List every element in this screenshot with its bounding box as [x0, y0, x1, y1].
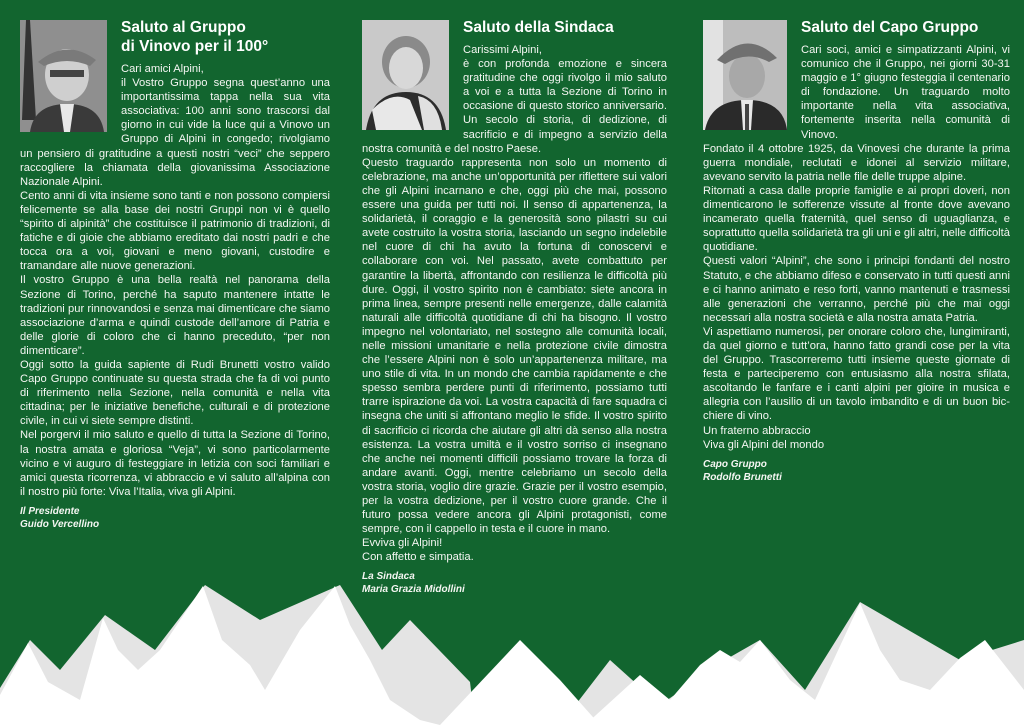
paragraph: Cari soci, amici e simpatizzanti Alpini, vi comunico che il Gruppo, nei giorni 30-31 maggio e 1° giugno festeggia il centenario di fondazione. Un traguardo molto importante nella vita associativa, fortemente inserita nella comunità di Vinovo.	[801, 44, 1010, 141]
portrait-photo-president	[20, 20, 107, 132]
column-group-leader-greeting	[703, 16, 1010, 484]
signature-name: Maria Grazia Midollini	[362, 584, 465, 596]
paragraph: Evviva gli Alpini!	[362, 537, 443, 550]
paragraph: Fondato il 4 ottobre 1925, da Vinovesi che durante la prima guerra mondiale, reclutati e idonei al servizio militare, avevano servito la patria nelle file delle truppe alpine.	[703, 142, 1010, 183]
paragraph: Il vostro Gruppo è una bella realtà nel panorama della Sezione di Torino, perché ha saputo mantenere intatte le tradizioni pur rinnovandosi e senza mai dimenticare che siamo associazione d’arma e quindi custode dell’amore di Patria e delle glorie di coloro che ci hanno preceduto, “per non dimenticare”.	[20, 274, 330, 357]
paragraph: Carissimi Alpini,	[463, 44, 542, 56]
paragraph: il Vostro Gruppo segna quest’anno una importantissima tappa nella sua vita associativa: 100 anni sono trascorsi dal giorno in cui vide la luce qui a Vinovo un Gruppo di Alpini in congedo; rivolgiamo un pensiero di gratitudine a questi nostri “veci” che seppero raccogliere la chiamata della giovanissima Associazione Nazionale Alpini.	[20, 77, 330, 188]
paragraph: Nel porgervi il mio saluto e quello di tutta la Sezione di Torino, la nostra amata e gloriosa “Veja”, vi sono particolarmente vicino e vi auguro di festeggiare in letizia con soci familiari e amici questa ricorrenza, vi abbraccio e vi saluto all’alpina con il nostro più forte: Viva l’Italia, viva gli Alpini.	[20, 429, 330, 498]
paragraph: Un fraterno abbraccio	[703, 424, 811, 437]
paragraph: Questi valori “Alpini”, che sono i principi fondanti del nostro Statuto, e che abbiamo difeso e conservato in tutti questi anni e ci hanno animato e reso forti, vanno mantenuti e trasmessi alle generazioni che verranno, perché più che mai oggi necessari alla nostra società e alla nostra amata Patria.	[703, 255, 1010, 324]
column-president-greeting	[20, 16, 330, 531]
section-title: Saluto del Capo Gruppo	[801, 19, 979, 36]
title-line: di Vinovo per il 100°	[121, 38, 269, 55]
signature-role: Il Presidente	[20, 505, 80, 517]
paragraph: Questo traguardo rappresenta non solo un momento di celebrazione, ma anche un’opportunità per riflettere sui valori che gli Alpini incarnano e che, oggi più che mai, possono essere una guida per tutti noi. Il senso di appartenenza, la solidarietà, il coraggio e la generosità sono pilastri su cui avete costruito la vostra storia, lasciando un segno indelebile nel cuore di chi ha avuto la fortuna di conoscervi e collaborare con voi. Nel passato, avete combattuto per garantire la libertà, affrontando con resilienza le difficoltà più dure. Oggi, il vostro spirito non è cambiato: siete ancora in prima linea, sempre presenti nelle emergenze, dalle calamità naturali alle difficoltà quotidiane di chi ha bisogno. Il vostro impegno nel volontariato, nel sostegno alle comunità locali, nelle missioni umanitarie e nella protezione civile dimostra che l’essere Alpini non è solo un’appartenenza militare, ma uno stile di vita. In un mondo che cambia rapidamente e che spesso sembra perdere punti di riferimento, possiamo tutti trarre ispirazione da voi. La vostra capacità di fare squadra ci insegna che uniti si affrontano meglio le sfide. Il vostro spirito di sacrificio ci ricorda che aiutare gli altri dà senso alla nostra esistenza. La vostra umiltà e il vostro sorriso ci insegnano che anche nei momenti difficili possiamo trovare la forza di andare avanti. Oggi, mentre celebriamo un secolo della vostra storia, voglio dire grazie. Grazie per il vostro esempio, per la vostra dedizione, per il vostro cuore grande. Che il futuro possa vedere ancora gli Alpini protagonisti, come sempre, con il cappello in testa e il cuore in mano.	[362, 156, 667, 536]
title-line: Saluto al Gruppo	[121, 19, 246, 36]
signature	[362, 570, 667, 596]
paragraph: Viva gli Alpini del mondo	[703, 438, 825, 451]
paragraph: Oggi sotto la guida sapiente di Rudi Brunetti vostro valido Capo Gruppo continuate su questa strada che fa di voi punto di riferimento nella Sezione, nella comunità e nella vita cittadina; per le iniziative benefiche, culturali e di protezione civile, in cui vi siete sempre distinti.	[20, 358, 330, 428]
section-title: Saluto della Sindaca	[463, 19, 614, 36]
signature	[20, 505, 330, 531]
signature-role: La Sindaca	[362, 571, 415, 583]
portrait-photo-group-leader	[703, 20, 787, 130]
signature-name: Rodolfo Brunetti	[703, 471, 782, 483]
portrait-photo-mayor	[362, 20, 449, 130]
signature	[703, 458, 1010, 484]
paragraph: Con affetto e simpatia.	[362, 551, 474, 564]
paragraph: è con profonda emozione e sincera gratitudine che oggi rivolgo il mio saluto a voi e a tutta la Sezione di Torino in occasione di questo storico anniversario. Un secolo di storia, di dedizione, di sacrificio e di impegno a servizio della nostra comunità e del nostro Paese.	[362, 58, 667, 155]
paragraph: Ritornati a casa dalle proprie famiglie e ai propri doveri, non dimenticarono le sofferenze vissute al fronte dove avevano incamerato quella fraternità, quel senso di uguaglianza, e soprattutto quella solidarietà tra gli uni e gli altri, nelle difficoltà quotidiane.	[703, 184, 1011, 254]
paragraph: Vi aspettiamo numerosi, per onorare coloro che, lungimiranti, da quel giorno e tutt’ora, hanno fatto grandi cose per la vita del Gruppo. Trascorreremo tutti insieme queste giornate di festa e parteciperemo con entusiasmo alla nostra sfilata, ascoltando le fanfare e i canti alpini per gioire in musica e allegria con l’ausilio di un tavolo imbandito e di un buon bicchiere di vino.	[703, 325, 1010, 423]
paragraph: Cari amici Alpini,	[121, 63, 204, 75]
paragraph: Cento anni di vita insieme sono tanti e non possono compiersi felicemente se alla base dei nostri Gruppi non vi è quello “spirito di alpinità” che costituisce il patrimonio di tradizioni, di fatiche e di gioie che abbiamo ereditato dai nostri padri e che tocca ora a voi, giovani e meno giovani, custodire e tramandare alle nuove generazioni.	[20, 189, 330, 273]
signature-role: Capo Gruppo	[703, 458, 767, 470]
column-mayor-greeting	[362, 16, 667, 596]
signature-name: Guido Vercellino	[20, 518, 100, 530]
